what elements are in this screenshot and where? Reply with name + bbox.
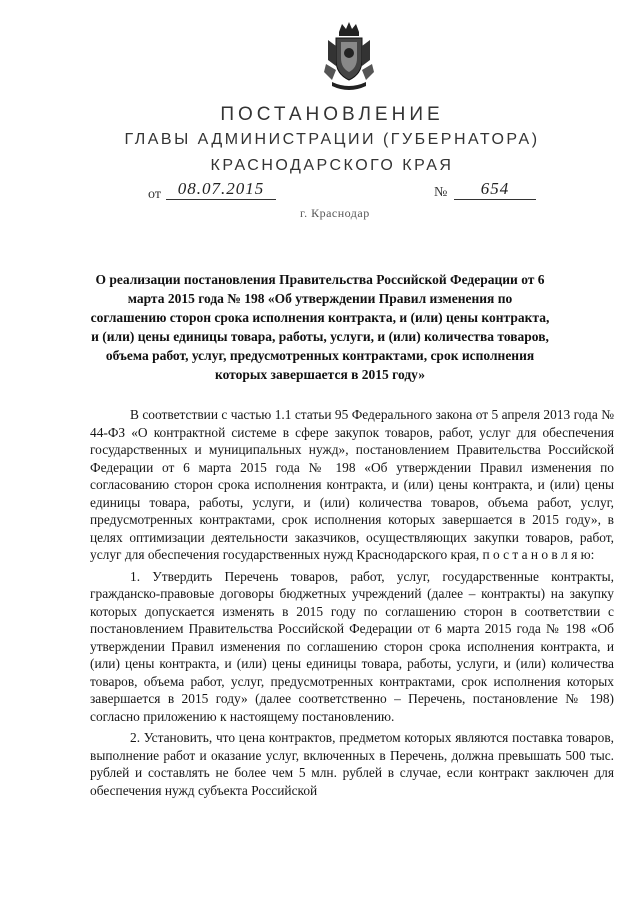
region-heading: КРАСНОДАРСКОГО КРАЯ <box>210 157 454 174</box>
document-title: О реализации постановления Правительства Российской Федерации от 6 марта 2015 года № 198 «Об утверждении Правил изменения по соглашению сторон срока исполнения контракта, и (или) цены контракта, и (или) цены единицы товара, работы, услуги, и (или) количества товаров, объема работ, услуг, предусмотренных контрактами, срок исполнения которых завершается в 2015 году» <box>90 272 550 382</box>
city-name: г. Краснодар <box>300 206 370 220</box>
issuer-heading: ГЛАВЫ АДМИНИСТРАЦИИ (ГУБЕРНАТОРА) <box>124 131 540 148</box>
document-number: 654 <box>454 179 536 200</box>
paragraph-item-2: 2. Установить, что цена контрактов, предметом которых являются поставка товаров, выполнение работ и оказание услуг, включенных в Перечень, должна превышать 500 тыс. рублей и составлять не более чем 5 млн. рублей в случае, если контракт заключен для обеспечения нужд субъекта Российской <box>90 730 614 798</box>
number-label: № <box>434 185 448 200</box>
document-type-heading: ПОСТАНОВЛЕНИЕ <box>220 104 444 125</box>
paragraph-preamble: В соответствии с частью 1.1 статьи 95 Федерального закона от 5 апреля 2013 года № 44-ФЗ «О контрактной системе в сфере закупок товаров, работ, услуг для обеспечения государственных и муниципальных нужд», постановлением Правительства Российской Федерации от 6 марта 2015 года № 198 «Об утверждении Правил изменения по согласованию сторон срока исполнения контракта, и (или) цены контракта, и (или) цены единицы товара, работы, услуги, и (или) количества товаров, объема работ, услуг, предусмотренных контрактами, срок исполнения которых завершается в 2015 году», в целях оптимизации деятельности заказчиков, осуществляющих закупки товаров, работ, услуг для обеспечения государственных нужд Краснодарского края, п о с т а н о в л я ю: <box>90 407 614 562</box>
document-body <box>90 406 614 799</box>
document-date: 08.07.2015 <box>166 179 276 200</box>
coat-of-arms-emblem <box>322 20 376 92</box>
date-label: от <box>148 187 161 202</box>
date-number-row <box>148 179 548 207</box>
paragraph-item-1: 1. Утвердить Перечень товаров, работ, услуг, государственные контракты, гражданско-правовые договоры бюджетных учреждений (далее – контракты) на закупку которых допускается изменять в 2015 году по соглашению сторон в соответствии с постановлением Правительства Российской Федерации от 6 марта 2015 года № 198 «Об утверждении Правил изменения по соглашению сторон срока исполнения контракта, и (или) цены контракта, и (или) цены единицы товара, работы, услуги, и (или) количества товаров, объема работ, услуг, предусмотренных контрактами, срок исполнения которых завершается в 2015 году» (далее соответственно – Перечень, постановление № 198) согласно приложению к настоящему постановлению. <box>90 568 614 724</box>
